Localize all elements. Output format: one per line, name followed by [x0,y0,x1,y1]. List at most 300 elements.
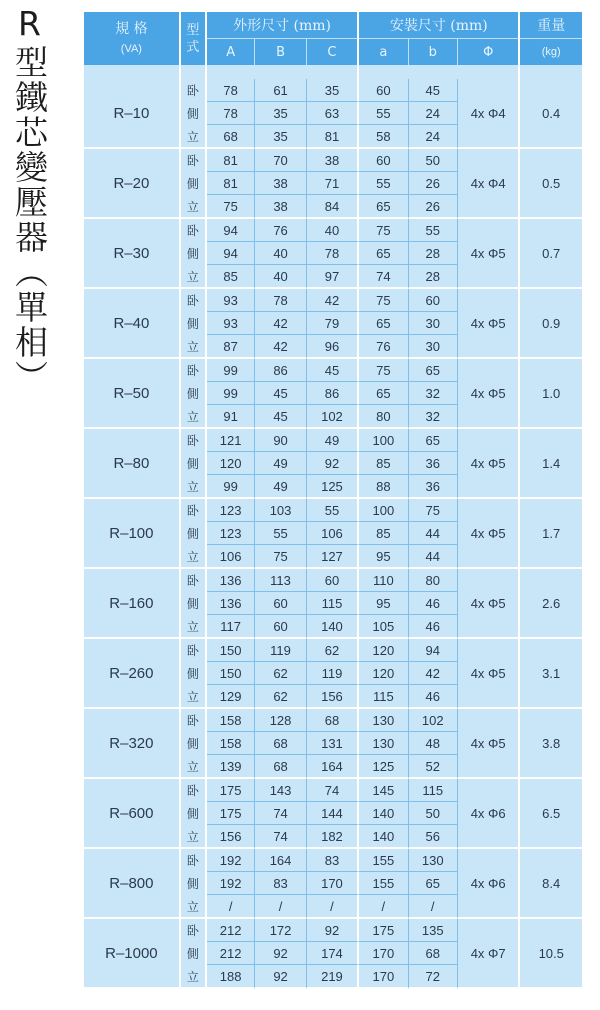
dim-outer-b-cell: 49 [255,475,306,499]
orientation-label: 側 [181,872,207,895]
weight-cell: 8.4 [520,849,582,919]
orientation-label: 卧 [181,289,207,312]
dim-outer-a-cell: 136 [207,569,255,592]
weight-header: 重量 [520,12,582,39]
dim-mount-b-cell: 55 [409,219,458,242]
dim-outer-c-cell: 63 [307,102,359,125]
dim-mount-a-cell: 58 [359,125,408,149]
dim-outer-c-cell: 156 [307,685,359,709]
dim-outer-b-cell: 103 [255,499,306,522]
col-b-header: B [255,39,306,65]
dim-mount-b-cell: 30 [409,312,458,335]
dim-outer-b-cell: / [255,895,306,919]
orientation-label: 卧 [181,429,207,452]
dim-mount-a-cell: 65 [359,312,408,335]
dim-outer-a-cell: 212 [207,942,255,965]
dim-outer-a-cell: 99 [207,382,255,405]
dim-outer-c-cell: 131 [307,732,359,755]
dim-outer-b-cell: 45 [255,382,306,405]
weight-cell: 0.9 [520,289,582,359]
dim-outer-b-cell: 60 [255,615,306,639]
table-row [84,359,582,382]
dim-outer-c-cell: 182 [307,825,359,849]
orientation-label: 立 [181,895,207,919]
dim-mount-b-cell: 56 [409,825,458,849]
dim-outer-c-cell: 119 [307,662,359,685]
spec-header-label: 規 格 [115,20,148,37]
dim-mount-b-cell: 44 [409,545,458,569]
dim-outer-a-cell: 94 [207,219,255,242]
dim-outer-c-cell: 45 [307,359,359,382]
dim-mount-b-cell: 26 [409,172,458,195]
dim-mount-a-cell: 170 [359,965,408,989]
model-name: R–600 [84,779,181,849]
dim-mount-b-cell: 60 [409,289,458,312]
dim-outer-c-cell: 35 [307,79,359,102]
dim-outer-c-cell: 97 [307,265,359,289]
dim-mount-a-cell: 140 [359,802,408,825]
dim-mount-a-cell: 65 [359,382,408,405]
col-phi-header: Φ [458,39,521,65]
mount-hole-cell: 4x Φ5 [458,639,521,709]
dim-outer-b-cell: 62 [255,662,306,685]
dim-mount-a-cell: 80 [359,405,408,429]
dim-mount-b-cell: / [409,895,458,919]
type-header [181,12,207,65]
dim-mount-b-cell: 102 [409,709,458,732]
orientation-label: 立 [181,545,207,569]
dim-mount-b-cell: 65 [409,872,458,895]
model-name: R–100 [84,499,181,569]
dim-mount-a-cell: / [359,895,408,919]
dim-mount-a-cell: 75 [359,289,408,312]
table-row [84,499,582,522]
table-row [84,289,582,312]
dim-outer-c-cell: 174 [307,942,359,965]
dim-mount-a-cell: 155 [359,849,408,872]
dim-mount-a-cell: 155 [359,872,408,895]
dim-outer-a-cell: 99 [207,475,255,499]
dim-mount-a-cell: 65 [359,195,408,219]
model-name: R–160 [84,569,181,639]
spec-header-unit: (VA) [120,42,142,55]
dim-outer-a-cell: 150 [207,662,255,685]
dim-outer-a-cell: 93 [207,312,255,335]
dim-outer-c-cell: 84 [307,195,359,219]
col-c-header: C [307,39,359,65]
dim-mount-b-cell: 46 [409,592,458,615]
model-name: R–80 [84,429,181,499]
dim-outer-c-cell: 83 [307,849,359,872]
model-name: R–30 [84,219,181,289]
dim-outer-c-cell: / [307,895,359,919]
header-gap-row [84,65,582,79]
weight-cell: 1.4 [520,429,582,499]
dim-mount-b-cell: 46 [409,685,458,709]
dim-mount-b-cell: 115 [409,779,458,802]
dim-outer-b-cell: 35 [255,102,306,125]
dim-mount-b-cell: 52 [409,755,458,779]
dim-outer-a-cell: 78 [207,102,255,125]
dim-outer-b-cell: 42 [255,312,306,335]
dim-outer-c-cell: 49 [307,429,359,452]
mount-hole-cell: 4x Φ5 [458,429,521,499]
model-name: R–800 [84,849,181,919]
orientation-label: 側 [181,592,207,615]
page-title: R型鐵芯變壓器（單相） [10,4,49,395]
table-row [84,919,582,942]
dim-outer-b-cell: 49 [255,452,306,475]
dim-outer-b-cell: 40 [255,242,306,265]
mount-dims-header: 安裝尺寸 (mm) [359,12,520,39]
table-row [84,79,582,102]
model-name: R–260 [84,639,181,709]
dim-outer-c-cell: 42 [307,289,359,312]
dim-outer-c-cell: 102 [307,405,359,429]
mount-hole-cell: 4x Φ7 [458,919,521,989]
orientation-label: 立 [181,825,207,849]
dim-mount-a-cell: 60 [359,79,408,102]
dim-mount-a-cell: 125 [359,755,408,779]
dim-outer-b-cell: 42 [255,335,306,359]
dim-outer-a-cell: 78 [207,79,255,102]
weight-cell: 6.5 [520,779,582,849]
dim-outer-a-cell: 150 [207,639,255,662]
mount-hole-cell: 4x Φ5 [458,289,521,359]
dim-outer-c-cell: 62 [307,639,359,662]
orientation-label: 立 [181,405,207,429]
dim-outer-c-cell: 79 [307,312,359,335]
dim-outer-a-cell: 212 [207,919,255,942]
model-name: R–1000 [84,919,181,989]
dim-outer-b-cell: 38 [255,172,306,195]
dim-outer-b-cell: 128 [255,709,306,732]
mount-hole-cell: 4x Φ5 [458,499,521,569]
mount-hole-cell: 4x Φ6 [458,849,521,919]
dim-outer-b-cell: 92 [255,965,306,989]
orientation-label: 卧 [181,849,207,872]
dim-outer-c-cell: 92 [307,919,359,942]
dim-outer-a-cell: 121 [207,429,255,452]
mount-hole-cell: 4x Φ5 [458,709,521,779]
dim-outer-b-cell: 164 [255,849,306,872]
dim-mount-a-cell: 65 [359,242,408,265]
weight-cell: 3.1 [520,639,582,709]
mount-hole-cell: 4x Φ6 [458,779,521,849]
dim-outer-b-cell: 172 [255,919,306,942]
orientation-label: 立 [181,965,207,989]
spec-header [84,12,181,65]
dim-outer-b-cell: 68 [255,755,306,779]
dim-outer-a-cell: 117 [207,615,255,639]
weight-cell: 10.5 [520,919,582,989]
dim-mount-b-cell: 36 [409,452,458,475]
orientation-label: 側 [181,522,207,545]
dim-mount-b-cell: 32 [409,382,458,405]
orientation-label: 卧 [181,149,207,172]
dim-outer-c-cell: 164 [307,755,359,779]
dim-outer-c-cell: 68 [307,709,359,732]
dim-outer-b-cell: 62 [255,685,306,709]
orientation-label: 立 [181,335,207,359]
table-row [84,779,582,802]
orientation-label: 側 [181,802,207,825]
dim-outer-b-cell: 113 [255,569,306,592]
col-a-header: A [207,39,255,65]
dim-outer-b-cell: 86 [255,359,306,382]
dim-outer-c-cell: 60 [307,569,359,592]
col-mount-a-header: a [359,39,408,65]
dim-mount-b-cell: 24 [409,125,458,149]
table-row [84,429,582,452]
spec-table-body [84,79,582,989]
weight-cell: 0.5 [520,149,582,219]
dim-outer-a-cell: 68 [207,125,255,149]
orientation-label: 卧 [181,779,207,802]
dim-outer-c-cell: 55 [307,499,359,522]
orientation-label: 立 [181,755,207,779]
mount-hole-cell: 4x Φ5 [458,569,521,639]
dim-outer-b-cell: 40 [255,265,306,289]
dim-mount-b-cell: 65 [409,429,458,452]
dim-outer-a-cell: 136 [207,592,255,615]
dim-mount-b-cell: 24 [409,102,458,125]
dim-outer-a-cell: 81 [207,149,255,172]
dim-outer-c-cell: 140 [307,615,359,639]
dim-mount-a-cell: 100 [359,429,408,452]
dim-outer-a-cell: 81 [207,172,255,195]
dim-outer-c-cell: 106 [307,522,359,545]
orientation-label: 側 [181,662,207,685]
dim-outer-b-cell: 55 [255,522,306,545]
dim-mount-a-cell: 100 [359,499,408,522]
dim-mount-a-cell: 74 [359,265,408,289]
dim-mount-b-cell: 32 [409,405,458,429]
dim-mount-a-cell: 55 [359,102,408,125]
orientation-label: 卧 [181,919,207,942]
dim-outer-b-cell: 119 [255,639,306,662]
orientation-label: 立 [181,685,207,709]
dim-outer-c-cell: 86 [307,382,359,405]
dim-mount-b-cell: 75 [409,499,458,522]
dim-mount-b-cell: 42 [409,662,458,685]
dim-mount-a-cell: 110 [359,569,408,592]
model-name: R–50 [84,359,181,429]
dim-outer-b-cell: 78 [255,289,306,312]
dim-outer-b-cell: 45 [255,405,306,429]
dim-outer-a-cell: 93 [207,289,255,312]
dim-outer-c-cell: 144 [307,802,359,825]
mount-hole-cell: 4x Φ5 [458,359,521,429]
orientation-label: 卧 [181,359,207,382]
orientation-label: 卧 [181,499,207,522]
dim-outer-a-cell: 99 [207,359,255,382]
spec-table [84,12,582,989]
dim-outer-a-cell: 175 [207,802,255,825]
dim-outer-b-cell: 75 [255,545,306,569]
table-row [84,219,582,242]
orientation-label: 立 [181,615,207,639]
dim-outer-b-cell: 74 [255,825,306,849]
dim-mount-a-cell: 130 [359,732,408,755]
dim-mount-a-cell: 120 [359,639,408,662]
dim-mount-a-cell: 55 [359,172,408,195]
dim-outer-a-cell: 192 [207,849,255,872]
dim-outer-a-cell: 188 [207,965,255,989]
dim-mount-b-cell: 94 [409,639,458,662]
dim-outer-a-cell: 158 [207,732,255,755]
dim-mount-a-cell: 85 [359,522,408,545]
table-row [84,849,582,872]
dim-outer-b-cell: 83 [255,872,306,895]
model-name: R–20 [84,149,181,219]
dim-outer-c-cell: 92 [307,452,359,475]
dim-outer-a-cell: 192 [207,872,255,895]
mount-hole-cell: 4x Φ5 [458,219,521,289]
model-name: R–320 [84,709,181,779]
dim-outer-a-cell: 106 [207,545,255,569]
dim-mount-b-cell: 65 [409,359,458,382]
model-name: R–40 [84,289,181,359]
orientation-label: 卧 [181,79,207,102]
orientation-label: 側 [181,732,207,755]
dim-outer-b-cell: 76 [255,219,306,242]
dim-outer-a-cell: 129 [207,685,255,709]
dim-outer-c-cell: 71 [307,172,359,195]
dim-mount-b-cell: 45 [409,79,458,102]
dim-mount-b-cell: 26 [409,195,458,219]
dim-outer-a-cell: 175 [207,779,255,802]
orientation-label: 卧 [181,709,207,732]
orientation-label: 卧 [181,569,207,592]
dim-outer-a-cell: 75 [207,195,255,219]
dim-mount-a-cell: 130 [359,709,408,732]
dim-mount-b-cell: 46 [409,615,458,639]
orientation-label: 卧 [181,639,207,662]
dim-outer-c-cell: 40 [307,219,359,242]
orientation-label: 側 [181,452,207,475]
dim-outer-b-cell: 92 [255,942,306,965]
dim-outer-a-cell: 94 [207,242,255,265]
dim-outer-a-cell: 139 [207,755,255,779]
dim-mount-b-cell: 36 [409,475,458,499]
orientation-label: 立 [181,195,207,219]
dim-mount-a-cell: 175 [359,919,408,942]
dim-outer-a-cell: 156 [207,825,255,849]
dim-outer-a-cell: 123 [207,522,255,545]
dim-outer-b-cell: 143 [255,779,306,802]
orientation-label: 立 [181,265,207,289]
dim-outer-c-cell: 78 [307,242,359,265]
model-name: R–10 [84,79,181,149]
dim-mount-a-cell: 75 [359,219,408,242]
weight-cell: 1.7 [520,499,582,569]
mount-hole-cell: 4x Φ4 [458,79,521,149]
dim-mount-b-cell: 28 [409,265,458,289]
dim-mount-a-cell: 115 [359,685,408,709]
orientation-label: 立 [181,125,207,149]
dim-outer-c-cell: 81 [307,125,359,149]
dim-mount-a-cell: 88 [359,475,408,499]
orientation-label: 側 [181,312,207,335]
orientation-label: 側 [181,942,207,965]
dim-mount-a-cell: 60 [359,149,408,172]
dim-outer-a-cell: 120 [207,452,255,475]
dim-outer-b-cell: 38 [255,195,306,219]
dim-mount-b-cell: 135 [409,919,458,942]
mount-hole-cell: 4x Φ4 [458,149,521,219]
dim-mount-b-cell: 130 [409,849,458,872]
weight-cell: 3.8 [520,709,582,779]
dim-outer-a-cell: 123 [207,499,255,522]
dim-mount-b-cell: 80 [409,569,458,592]
dim-mount-b-cell: 50 [409,802,458,825]
dim-mount-a-cell: 95 [359,592,408,615]
weight-unit-header: (kg) [520,39,582,65]
dim-outer-a-cell: 85 [207,265,255,289]
type-header-label: 型式 [186,22,200,55]
dim-outer-b-cell: 68 [255,732,306,755]
weight-cell: 0.7 [520,219,582,289]
table-row [84,639,582,662]
dim-outer-b-cell: 74 [255,802,306,825]
dim-outer-c-cell: 125 [307,475,359,499]
dim-mount-a-cell: 170 [359,942,408,965]
dim-outer-a-cell: / [207,895,255,919]
dim-outer-c-cell: 170 [307,872,359,895]
weight-cell: 1.0 [520,359,582,429]
orientation-label: 側 [181,102,207,125]
table-row [84,569,582,592]
outer-dims-header: 外形尺寸 (mm) [207,12,359,39]
table-row [84,709,582,732]
weight-cell: 2.6 [520,569,582,639]
dim-mount-a-cell: 140 [359,825,408,849]
dim-mount-b-cell: 48 [409,732,458,755]
dim-outer-a-cell: 158 [207,709,255,732]
dim-mount-b-cell: 50 [409,149,458,172]
dim-outer-b-cell: 70 [255,149,306,172]
dim-outer-b-cell: 60 [255,592,306,615]
col-mount-b-header: b [409,39,458,65]
dim-mount-a-cell: 85 [359,452,408,475]
dim-outer-c-cell: 38 [307,149,359,172]
dim-mount-a-cell: 105 [359,615,408,639]
dim-mount-a-cell: 76 [359,335,408,359]
dim-outer-b-cell: 35 [255,125,306,149]
orientation-label: 立 [181,475,207,499]
dim-outer-c-cell: 115 [307,592,359,615]
dim-outer-a-cell: 87 [207,335,255,359]
dim-mount-a-cell: 120 [359,662,408,685]
dim-mount-b-cell: 44 [409,522,458,545]
dim-mount-b-cell: 72 [409,965,458,989]
orientation-label: 側 [181,382,207,405]
dim-outer-a-cell: 91 [207,405,255,429]
orientation-label: 卧 [181,219,207,242]
orientation-label: 側 [181,242,207,265]
table-row [84,149,582,172]
orientation-label: 側 [181,172,207,195]
dim-mount-b-cell: 30 [409,335,458,359]
dim-outer-c-cell: 219 [307,965,359,989]
header-row-top [84,12,582,39]
dim-outer-b-cell: 61 [255,79,306,102]
dim-outer-c-cell: 127 [307,545,359,569]
dim-mount-b-cell: 68 [409,942,458,965]
dim-mount-a-cell: 75 [359,359,408,382]
dim-outer-c-cell: 96 [307,335,359,359]
